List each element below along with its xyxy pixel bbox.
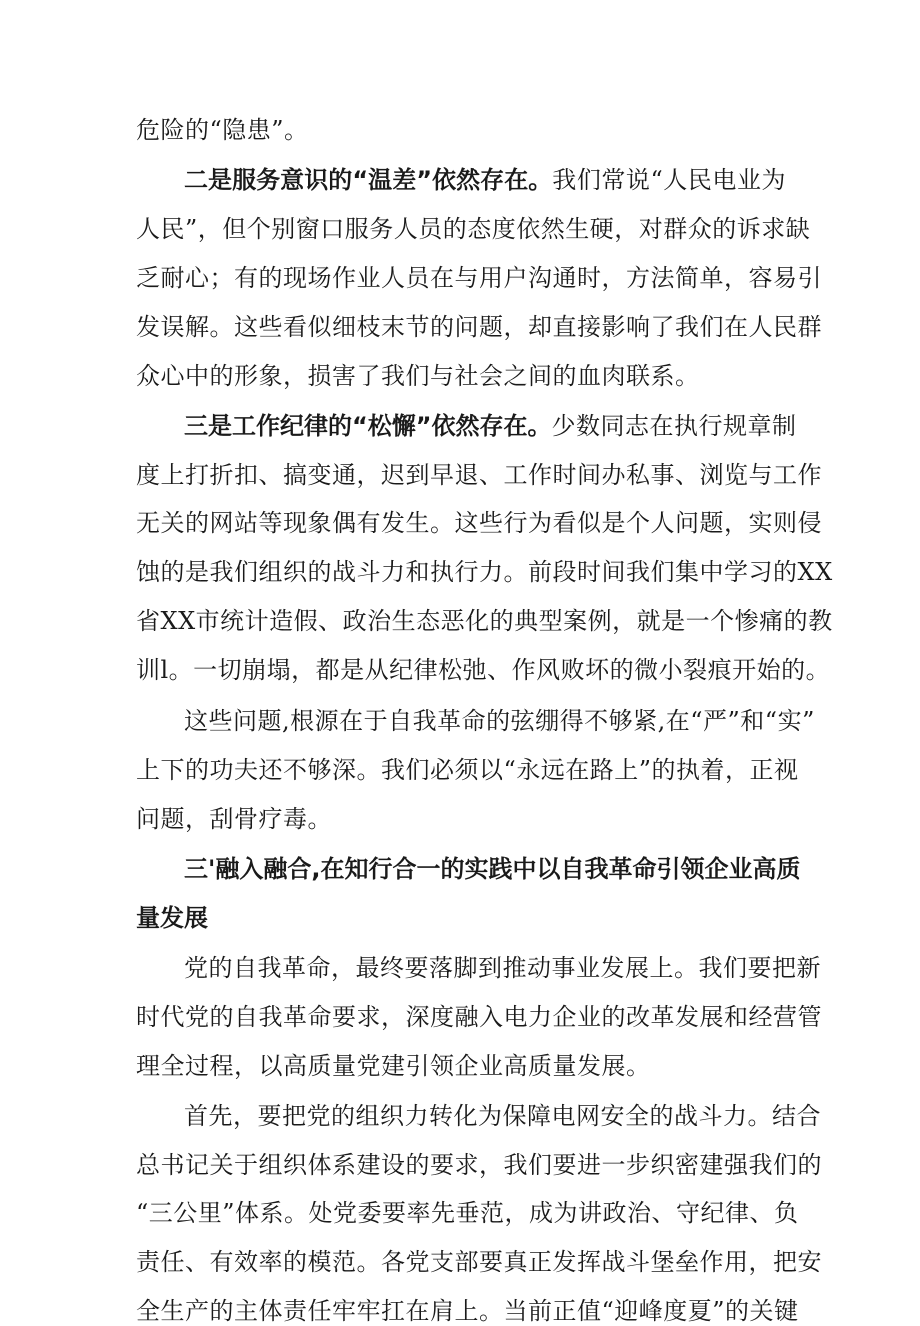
section-heading: 量发展 — [136, 904, 208, 932]
paragraph-line: 上下的功夫还不够深。我们必须以“永远在路上”的执着，正视 — [136, 756, 799, 784]
paragraph-line: 三是工作纪律的“松懈”依然存在。少数同志在执行规章制 — [184, 412, 797, 440]
paragraph-line: 二是服务意识的“温差”依然存在。我们常说“人民电业为 — [184, 166, 786, 194]
paragraph-line: 省XX市统计造假、政治生态恶化的典型案例，就是一个惨痛的教 — [136, 607, 833, 635]
paragraph-line: 时代党的自我革命要求，深度融入电力企业的改革发展和经营管 — [136, 1003, 822, 1031]
bold-lead: 二是服务意识的“温差”依然存在。 — [184, 166, 553, 194]
paragraph-line: 训l。一切崩塌，都是从纪律松弛、作风败坏的微小裂痕开始的。 — [136, 656, 831, 684]
paragraph-line: 这些问题,根源在于自我革命的弦绷得不够紧,在“严”和“实” — [184, 707, 815, 735]
paragraph-line: 党的自我革命，最终要落脚到推动事业发展上。我们要把新 — [184, 954, 821, 982]
paragraph-line: 度上打折扣、搞变通，迟到早退、工作时间办私事、浏览与工作 — [136, 461, 822, 489]
section-heading: 三'融入融合,在知行合一的实践中以自我革命引领企业高质 — [184, 855, 801, 883]
paragraph-line: 理全过程，以高质量党建引领企业高质量发展。 — [136, 1052, 651, 1080]
paragraph-line: 无关的网站等现象偶有发生。这些行为看似是个人问题，实则侵 — [136, 509, 822, 537]
paragraph-line: “三公里”体系。处党委要率先垂范，成为讲政治、守纪律、负 — [136, 1199, 799, 1227]
paragraph-line: 问题，刮骨疗毒。 — [136, 805, 332, 833]
paragraph-line: 首先，要把党的组织力转化为保障电网安全的战斗力。结合 — [184, 1102, 821, 1130]
paragraph-line: 人民”，但个别窗口服务人员的态度依然生硬，对群众的诉求缺 — [136, 215, 811, 243]
paragraph-line: 危险的“隐患”。 — [136, 116, 309, 144]
paragraph-line: 蚀的是我们组织的战斗力和执行力。前段时间我们集中学习的XX — [136, 558, 833, 586]
paragraph-line: 责任、有效率的模范。各党支部要真正发挥战斗堡垒作用，把安 — [136, 1248, 822, 1276]
paragraph-line: 众心中的形象，损害了我们与社会之间的血肉联系。 — [136, 362, 700, 390]
bold-lead: 三是工作纪律的“松懈”依然存在。 — [184, 412, 552, 440]
paragraph-line: 乏耐心；有的现场作业人员在与用户沟通时，方法简单，容易引 — [136, 264, 822, 292]
paragraph-line: 全生产的主体责任牢牢扛在肩上。当前正值“迎峰度夏”的关键 — [136, 1297, 799, 1325]
paragraph-line: 发误解。这些看似细枝末节的问题，却直接影响了我们在人民群 — [136, 313, 822, 341]
paragraph-line: 总书记关于组织体系建设的要求，我们要进一步织密建强我们的 — [136, 1151, 822, 1179]
